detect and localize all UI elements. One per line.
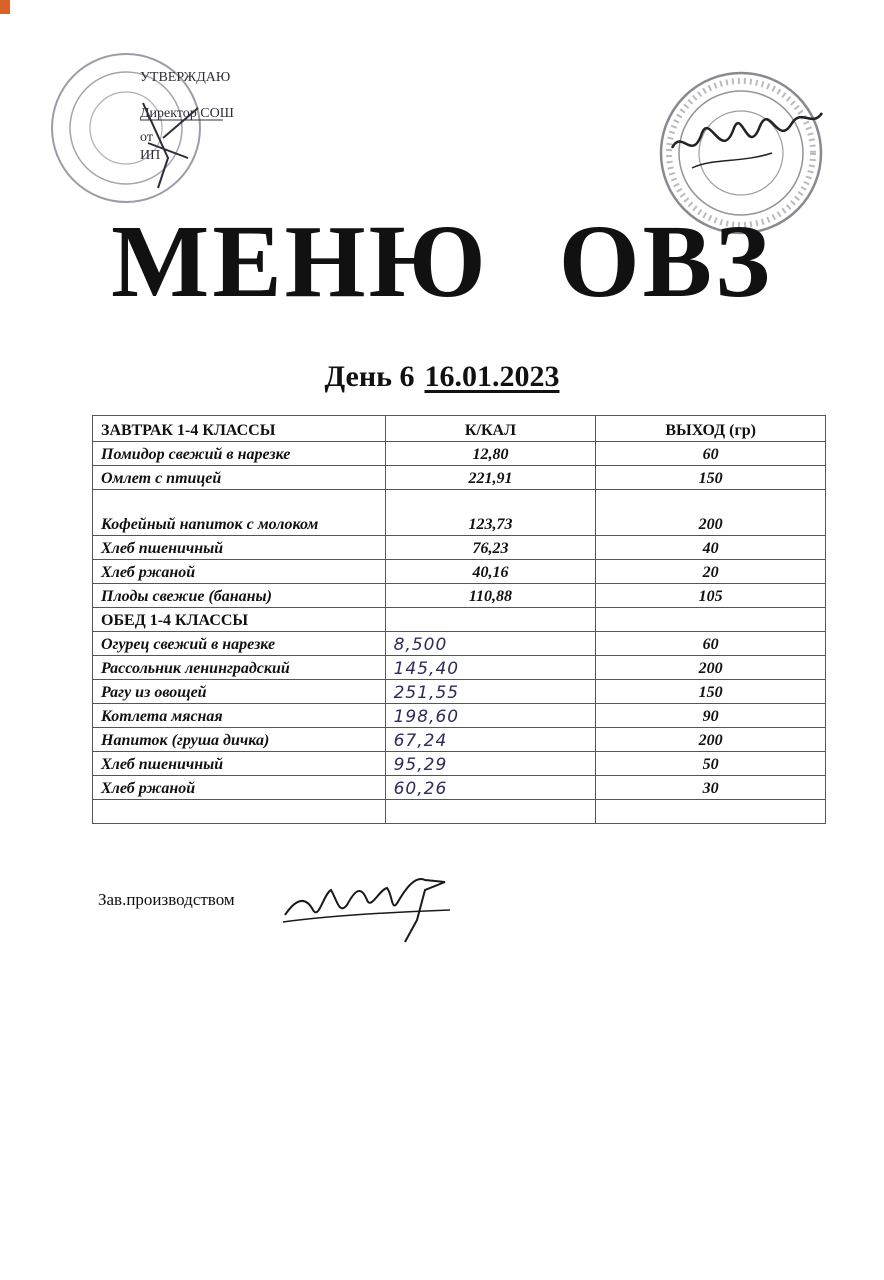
header-breakfast: ЗАВТРАК 1-4 КЛАССЫ bbox=[93, 416, 386, 442]
dish-kcal-handwritten: 67,24 bbox=[385, 728, 596, 752]
table-row bbox=[93, 632, 826, 656]
dish-kcal-handwritten: 198,60 bbox=[385, 704, 596, 728]
day-label: День 6 bbox=[324, 360, 415, 393]
dish-output: 40 bbox=[596, 536, 826, 560]
lunch-header-row bbox=[93, 608, 826, 632]
dish-kcal-handwritten: 145,40 bbox=[385, 656, 596, 680]
dish-name: Рагу из овощей bbox=[93, 680, 386, 704]
dish-output: 90 bbox=[596, 704, 826, 728]
table-row bbox=[93, 728, 826, 752]
corner-mark bbox=[0, 0, 10, 14]
table-header-row bbox=[93, 416, 826, 442]
title-word-menu: МЕНЮ bbox=[111, 204, 489, 319]
table-row bbox=[93, 704, 826, 728]
table-row bbox=[93, 536, 826, 560]
dish-output: 200 bbox=[596, 656, 826, 680]
dish-name: Хлеб ржаной bbox=[93, 560, 386, 584]
title-word-ovz: ОВЗ bbox=[558, 204, 773, 319]
dish-kcal-handwritten: 8,500 bbox=[385, 632, 596, 656]
dish-name: Плоды свежие (бананы) bbox=[93, 584, 386, 608]
menu-table bbox=[92, 415, 826, 824]
dish-kcal: 12,80 bbox=[385, 442, 596, 466]
dish-kcal: 40,16 bbox=[385, 560, 596, 584]
header-lunch: ОБЕД 1-4 КЛАССЫ bbox=[93, 608, 386, 632]
production-manager-label: Зав.производством bbox=[98, 890, 235, 909]
dish-kcal-handwritten: 60,26 bbox=[385, 776, 596, 800]
approval-stamp bbox=[48, 48, 238, 208]
dish-output: 50 bbox=[596, 752, 826, 776]
table-row bbox=[93, 656, 826, 680]
dish-kcal: 221,91 bbox=[385, 466, 596, 490]
dish-output: 105 bbox=[596, 584, 826, 608]
dish-output: 60 bbox=[596, 632, 826, 656]
dish-output: 200 bbox=[596, 728, 826, 752]
day-heading bbox=[0, 360, 884, 394]
table-row bbox=[93, 776, 826, 800]
dish-kcal: 123,73 bbox=[385, 490, 596, 536]
dish-name: Рассольник ленинградский bbox=[93, 656, 386, 680]
dish-name: Напиток (груша дичка) bbox=[93, 728, 386, 752]
empty-row bbox=[93, 800, 826, 824]
approval-line-3: от bbox=[140, 130, 153, 145]
approval-line-2: Директор СОШ bbox=[140, 106, 234, 121]
dish-output: 200 bbox=[596, 490, 826, 536]
dish-output: 20 bbox=[596, 560, 826, 584]
table-row bbox=[93, 752, 826, 776]
dish-name: Хлеб ржаной bbox=[93, 776, 386, 800]
dish-output: 60 bbox=[596, 442, 826, 466]
dish-name: Котлета мясная bbox=[93, 704, 386, 728]
dish-output: 30 bbox=[596, 776, 826, 800]
table-row bbox=[93, 560, 826, 584]
day-date: 16.01.2023 bbox=[424, 360, 560, 393]
dish-name: Кофейный напиток с молоком bbox=[93, 490, 386, 536]
dish-kcal-handwritten: 95,29 bbox=[385, 752, 596, 776]
handwritten-signature bbox=[275, 860, 465, 950]
dish-name: Огурец свежий в нарезке bbox=[93, 632, 386, 656]
dish-name: Хлеб пшеничный bbox=[93, 536, 386, 560]
approval-line-1: УТВЕРЖДАЮ bbox=[140, 70, 231, 85]
header-kcal: К/КАЛ bbox=[385, 416, 596, 442]
table-row bbox=[93, 584, 826, 608]
table-row bbox=[93, 442, 826, 466]
table-row bbox=[93, 680, 826, 704]
dish-output: 150 bbox=[596, 680, 826, 704]
page-title bbox=[0, 204, 884, 319]
dish-kcal: 76,23 bbox=[385, 536, 596, 560]
dish-output: 150 bbox=[596, 466, 826, 490]
approval-line-4: ИП bbox=[140, 148, 161, 163]
dish-kcal: 110,88 bbox=[385, 584, 596, 608]
header-output: ВЫХОД (гр) bbox=[596, 416, 826, 442]
dish-name: Помидор свежий в нарезке bbox=[93, 442, 386, 466]
dish-name: Хлеб пшеничный bbox=[93, 752, 386, 776]
table-row bbox=[93, 466, 826, 490]
dish-name: Омлет с птицей bbox=[93, 466, 386, 490]
dish-kcal-handwritten: 251,55 bbox=[385, 680, 596, 704]
table-row bbox=[93, 490, 826, 536]
